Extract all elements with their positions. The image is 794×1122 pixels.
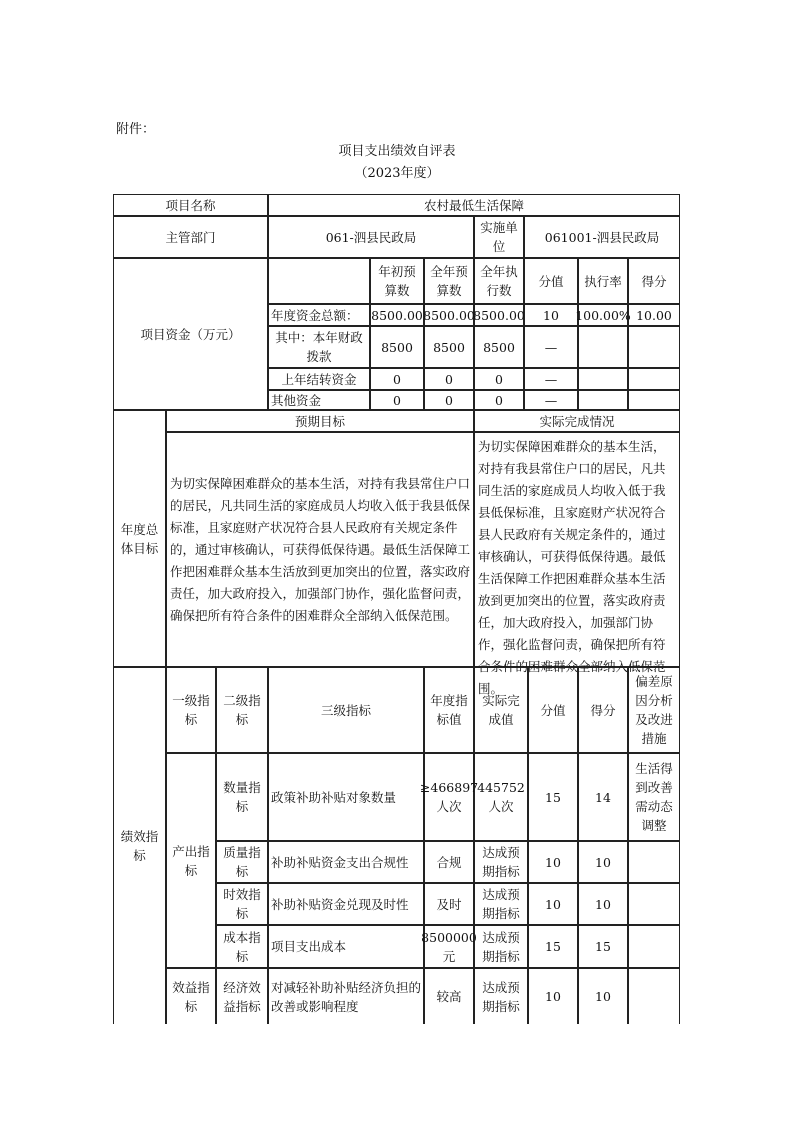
perf-score-value: 15: [528, 925, 578, 968]
perf-note: [628, 883, 680, 925]
perf-target: 8500000元: [424, 925, 474, 968]
perf-actual: 达成预期指标: [474, 968, 528, 1024]
project-name-label: 项目名称: [113, 194, 268, 216]
perf-level2: 时效指标: [216, 883, 268, 925]
perf-actual: 达成预期指标: [474, 841, 528, 883]
funds-cell: 10: [524, 304, 578, 326]
perf-target: ≥466897人次: [424, 753, 474, 841]
funds-cell: 8500.00: [474, 304, 524, 326]
perf-level2: 数量指标: [216, 753, 268, 841]
funds-cell: —: [524, 390, 578, 410]
funds-row-label: 上年结转资金: [268, 368, 370, 390]
impl-value: 061001-泗县民政局: [524, 216, 680, 258]
goals-label: 年度总体目标: [113, 410, 166, 667]
perf-level3: 对减轻补助补贴经济负担的改善或影响程度: [268, 968, 424, 1024]
perf-header: 二级指标: [216, 667, 268, 753]
goals-actual-header: 实际完成情况: [474, 410, 680, 432]
goals-actual-text: 为切实保障困难群众的基本生活，对持有我县常住户口的居民，凡共同生活的家庭成员人均收入低于我县低保标准，且家庭财产状况符合县人民政府有关规定条件的，通过审核确认，可获得低保待遇。最低生活保障工作把困难群众基本生活放到更加突出的位置，落实政府责任，加大政府投入，加强部门协作，强化监督问责，确保把所有符合条件的困难群众全部纳入低保范围。: [474, 432, 680, 667]
funds-header: 全年执行数: [474, 258, 524, 304]
perf-header: 年度指标值: [424, 667, 474, 753]
dept-label: 主管部门: [113, 216, 268, 258]
funds-cell: 100.00%: [578, 304, 628, 326]
perf-actual: 达成预期指标: [474, 925, 528, 968]
perf-header: 一级指标: [166, 667, 216, 753]
funds-header: 全年预算数: [424, 258, 474, 304]
impl-label: 实施单位: [474, 216, 524, 258]
perf-actual: 达成预期指标: [474, 883, 528, 925]
page-title: 项目支出绩效自评表: [338, 144, 456, 159]
perf-level3: 政策补助补贴对象数量: [268, 753, 424, 841]
perf-score: 10: [578, 968, 628, 1024]
perf-target: 及时: [424, 883, 474, 925]
funds-cell: 0: [474, 390, 524, 410]
funds-row-label: 其他资金: [268, 390, 370, 410]
perf-score-value: 15: [528, 753, 578, 841]
funds-cell: 8500: [474, 326, 524, 368]
funds-cell: 0: [474, 368, 524, 390]
goals-expected-header: 预期目标: [166, 410, 474, 432]
perf-level3: 补助补贴资金支出合规性: [268, 841, 424, 883]
perf-target: 合规: [424, 841, 474, 883]
funds-cell: —: [524, 326, 578, 368]
funds-cell: [578, 390, 628, 410]
funds-cell: 0: [424, 368, 474, 390]
funds-cell: 8500: [370, 326, 424, 368]
perf-note: [628, 968, 680, 1024]
perf-score-value: 10: [528, 841, 578, 883]
perf-header: 三级指标: [268, 667, 424, 753]
dept-value: 061-泗县民政局: [268, 216, 474, 258]
funds-cell: 0: [370, 368, 424, 390]
perf-note: [628, 925, 680, 968]
funds-cell: [628, 326, 680, 368]
perf-target: 较高: [424, 968, 474, 1024]
perf-score: 10: [578, 841, 628, 883]
goals-expected-text: 为切实保障困难群众的基本生活，对持有我县常住户口的居民，凡共同生活的家庭成员人均收入低于我县低保标准，且家庭财产状况符合县人民政府有关规定条件的，通过审核确认，可获得低保待遇。最低生活保障工作把困难群众基本生活放到更加突出的位置，落实政府责任，加大政府投入，加强部门协作，强化监督问责，确保把所有符合条件的困难群众全部纳入低保范围。: [166, 432, 474, 667]
funds-cell: [578, 326, 628, 368]
perf-note: 生活得到改善需动态调整: [628, 753, 680, 841]
perf-level3: 项目支出成本: [268, 925, 424, 968]
perf-note: [628, 841, 680, 883]
evaluation-table: [114, 195, 681, 1025]
benefit-indicator-label: 效益指标: [166, 968, 216, 1024]
funds-cell: 8500.00: [370, 304, 424, 326]
perf-level3: 补助补贴资金兑现及时性: [268, 883, 424, 925]
performance-label: 绩效指标: [113, 667, 166, 1024]
project-name-value: 农村最低生活保障: [268, 194, 680, 216]
funds-header-blank: [268, 258, 370, 304]
output-indicator-label: 产出指标: [166, 753, 216, 968]
funds-cell: 10.00: [628, 304, 680, 326]
perf-header: 实际完成值: [474, 667, 528, 753]
funds-header: 分值: [524, 258, 578, 304]
perf-level2: 成本指标: [216, 925, 268, 968]
funds-cell: 8500: [424, 326, 474, 368]
funds-cell: [578, 368, 628, 390]
attachment-label: 附件：: [116, 122, 156, 137]
funds-cell: 0: [370, 390, 424, 410]
page-subtitle: （2023年度）: [354, 166, 440, 181]
perf-header: 得分: [578, 667, 628, 753]
funds-cell: [628, 390, 680, 410]
funds-row-label: 其中：本年财政拨款: [268, 326, 370, 368]
perf-level2: 质量指标: [216, 841, 268, 883]
perf-actual: 445752人次: [474, 753, 528, 841]
perf-header: 偏差原因分析及改进措施: [628, 667, 680, 753]
funds-cell: —: [524, 368, 578, 390]
funds-cell: 0: [424, 390, 474, 410]
perf-level2: 经济效益指标: [216, 968, 268, 1024]
perf-score: 14: [578, 753, 628, 841]
perf-header: 分值: [528, 667, 578, 753]
funds-cell: [628, 368, 680, 390]
perf-score-value: 10: [528, 968, 578, 1024]
perf-score-value: 10: [528, 883, 578, 925]
funds-row-label: 年度资金总额：: [268, 304, 370, 326]
funds-label: 项目资金（万元）: [113, 258, 268, 410]
funds-header: 年初预算数: [370, 258, 424, 304]
funds-header: 得分: [628, 258, 680, 304]
funds-header: 执行率: [578, 258, 628, 304]
perf-score: 15: [578, 925, 628, 968]
perf-score: 10: [578, 883, 628, 925]
funds-cell: 8500.00: [424, 304, 474, 326]
